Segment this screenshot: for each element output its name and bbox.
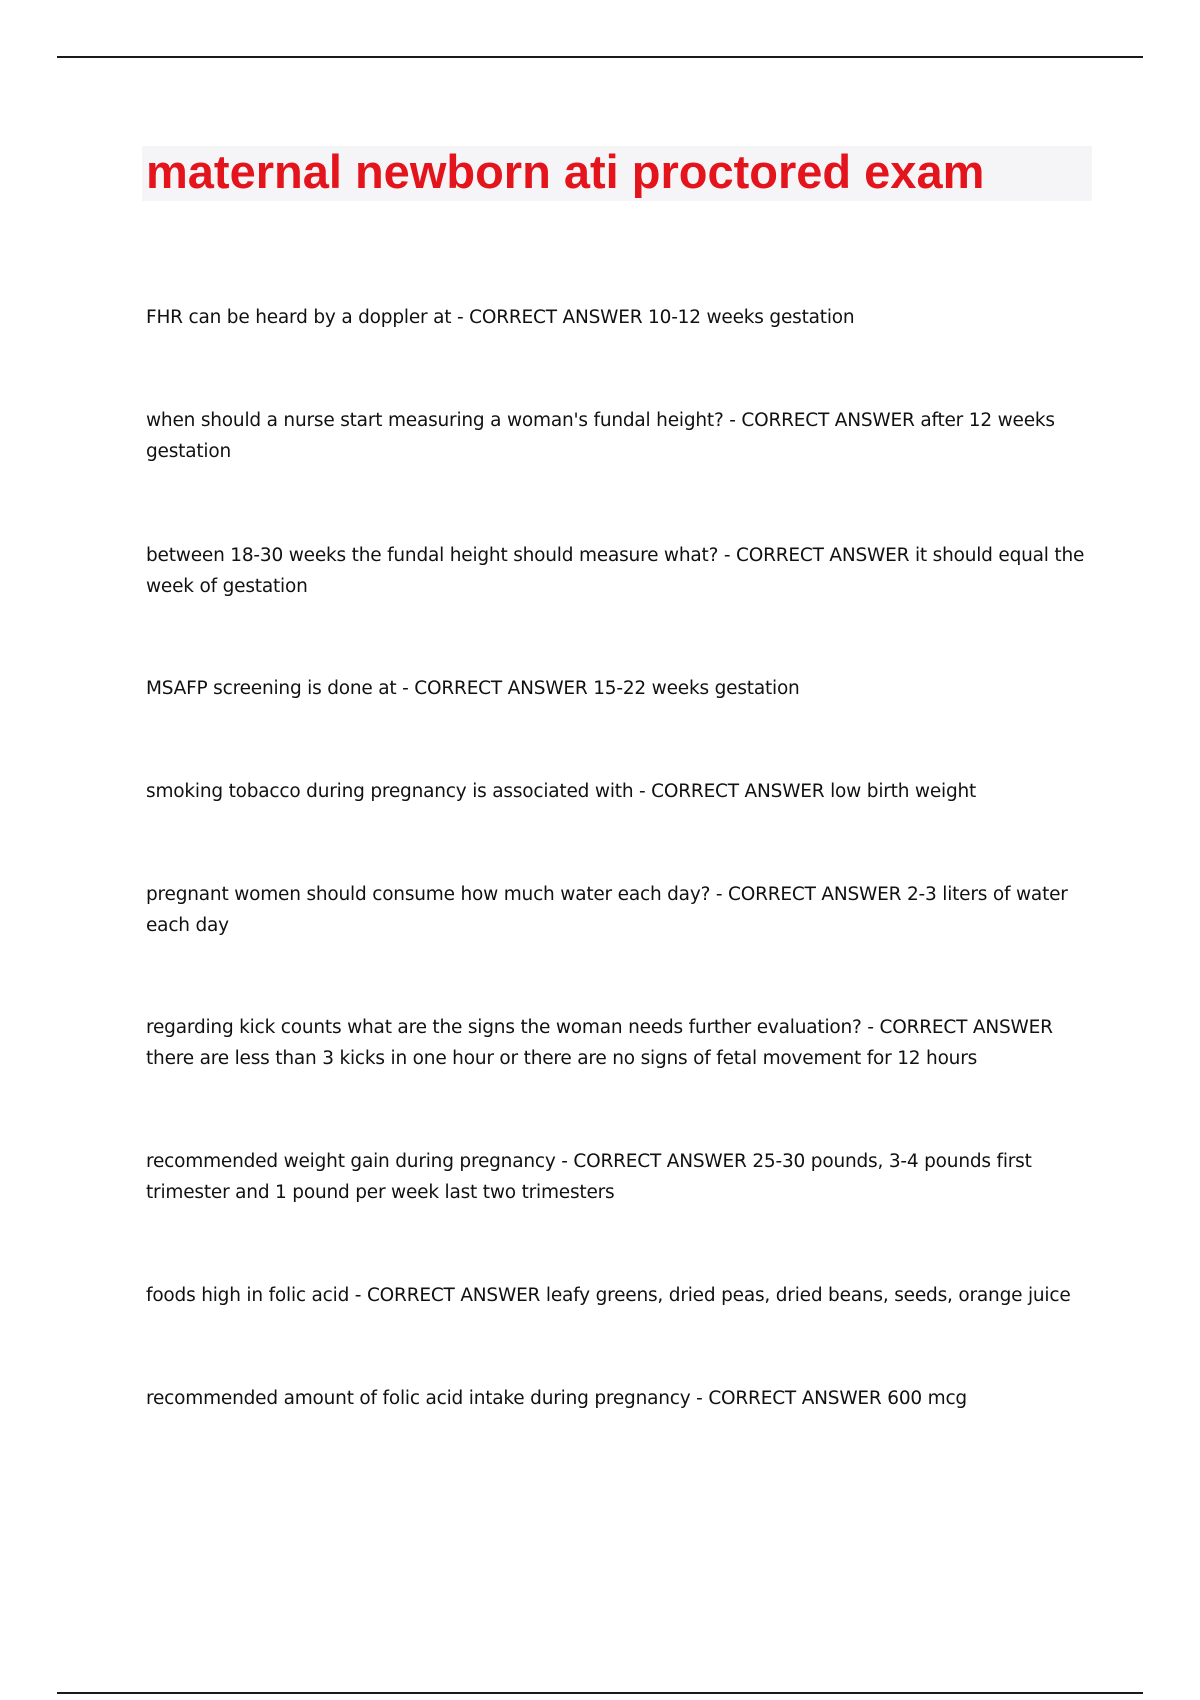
page-title: maternal newborn ati proctored exam: [146, 145, 985, 198]
qa-item: regarding kick counts what are the signs the woman needs further evaluation? - CORRECT ANSWER there are less than 3 kicks in one hour or there are no signs of fetal movement for 12 hours: [146, 1017, 1053, 1069]
qa-item: pregnant women should consume how much water each day? - CORRECT ANSWER 2-3 liters of water each day: [146, 884, 1068, 936]
qa-item: smoking tobacco during pregnancy is associated with - CORRECT ANSWER low birth weight: [146, 781, 977, 802]
qa-item: when should a nurse start measuring a woman's fundal height? - CORRECT ANSWER after 12 weeks gestation: [146, 410, 1055, 462]
qa-item: MSAFP screening is done at - CORRECT ANSWER 15-22 weeks gestation: [146, 678, 800, 699]
qa-item: recommended amount of folic acid intake during pregnancy - CORRECT ANSWER 600 mcg: [146, 1388, 967, 1409]
header-rule: [57, 56, 1143, 58]
footer-rule: [57, 1692, 1143, 1694]
qa-item: recommended weight gain during pregnancy - CORRECT ANSWER 25-30 pounds, 3-4 pounds first trimester and 1 pound per week last two trimesters: [146, 1151, 1032, 1203]
qa-item: FHR can be heard by a doppler at - CORRECT ANSWER 10-12 weeks gestation: [146, 307, 855, 328]
qa-item: between 18-30 weeks the fundal height should measure what? - CORRECT ANSWER it should equal the week of gestation: [146, 545, 1085, 597]
qa-item: foods high in folic acid - CORRECT ANSWER leafy greens, dried peas, dried beans, seeds, orange juice: [146, 1285, 1071, 1306]
